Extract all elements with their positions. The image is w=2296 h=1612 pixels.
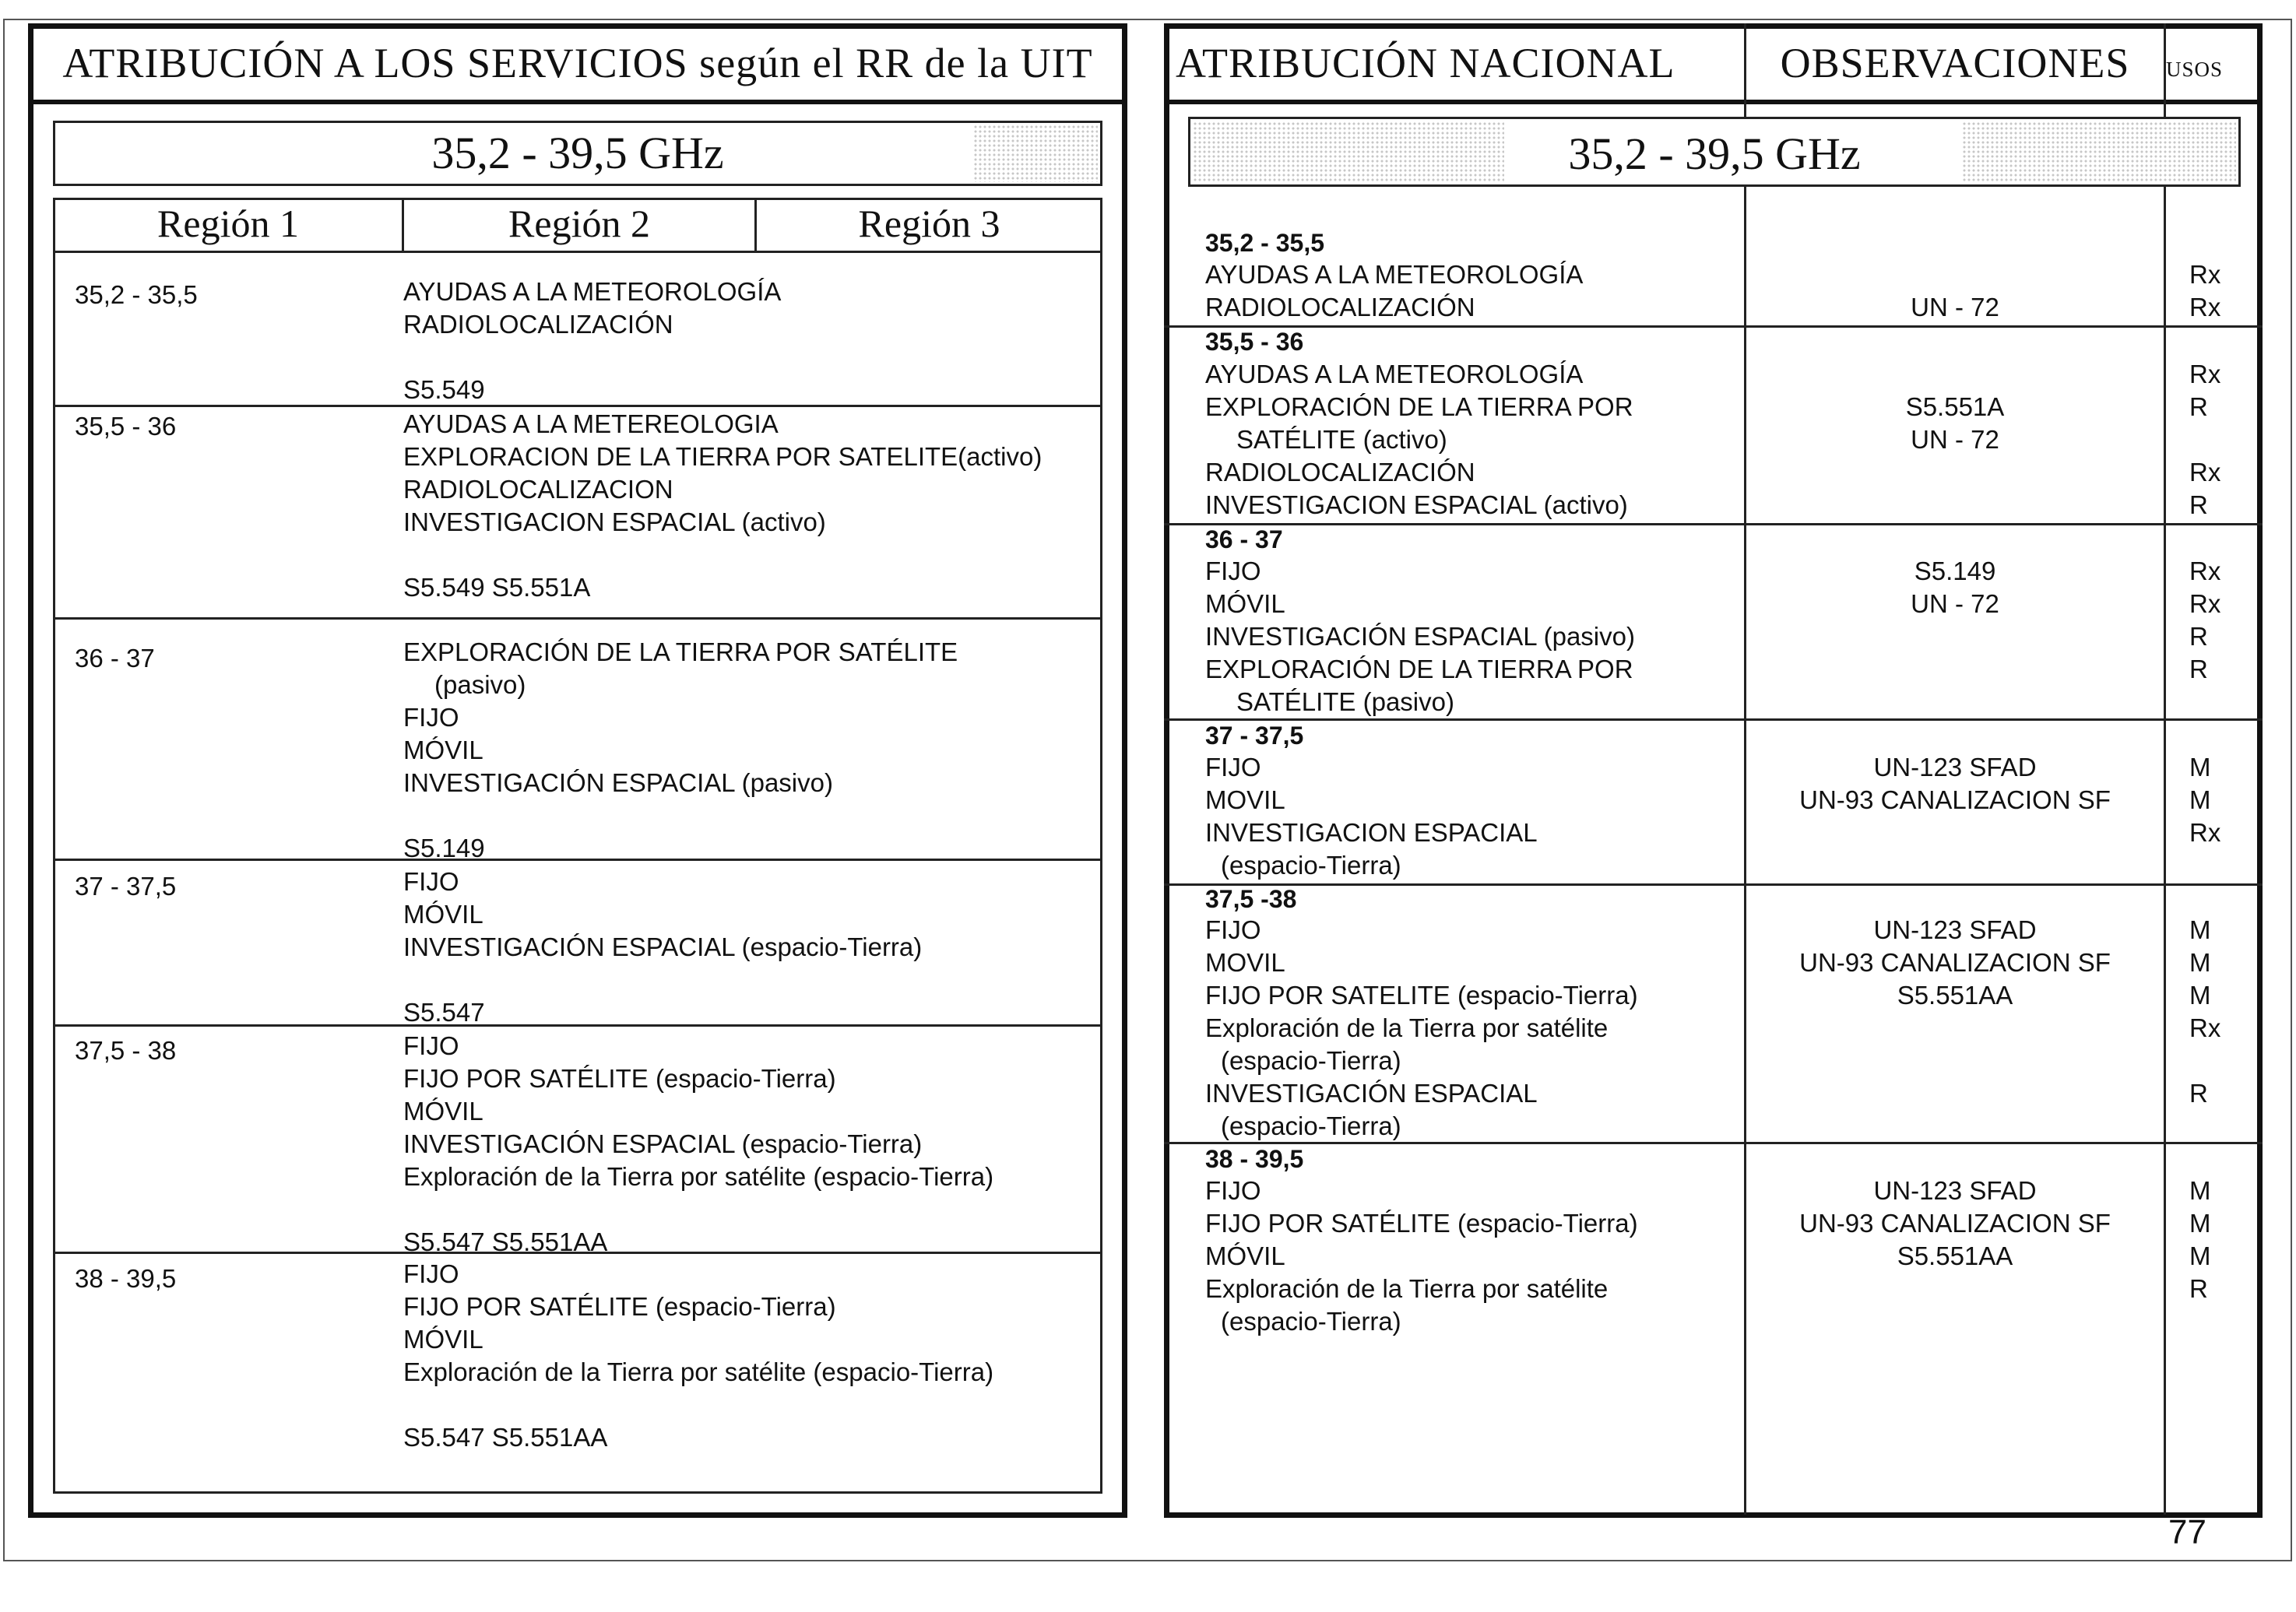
right-row-range: 37 - 37,5 [1205, 722, 1304, 750]
right-row-range: 37,5 -38 [1205, 885, 1297, 913]
right-row-observations: UN-123 SFAD UN-93 CANALIZACION SF S5.551AA [1799, 915, 2111, 1010]
right-row-usos: Rx Rx R R [2189, 557, 2221, 683]
left-row-range: 37 - 37,5 [75, 872, 177, 901]
right-band-title: 35,2 - 39,5 GHz [1568, 128, 1861, 179]
left-row-range: 38 - 39,5 [75, 1264, 177, 1293]
right-row-range: 35,5 - 36 [1205, 328, 1304, 356]
region-1-header: Región 1 [157, 202, 299, 245]
right-row-usos: M M M Rx R [2189, 915, 2221, 1108]
region-2-header: Región 2 [508, 202, 650, 245]
left-row-range: 35,2 - 35,5 [75, 280, 198, 309]
region-3-header: Región 3 [858, 202, 1000, 245]
right-row-observations: UN - 72 [1911, 293, 1999, 321]
usos-header: usos [2166, 51, 2224, 83]
right-row-usos: Rx Rx [2189, 260, 2221, 321]
left-row-services: FIJO FIJO POR SATÉLITE (espacio-Tierra) MÓVIL INVESTIGACIÓN ESPACIAL (espacio-Tierra) Exploración de la Tierra por satélite (espacio-Tierra) S5.547 S5.551AA [403, 1031, 994, 1256]
right-row-observations: S5.551A UN - 72 [1905, 392, 2005, 454]
left-row-range: 35,5 - 36 [75, 412, 177, 441]
right-row-services: FIJO MOVIL INVESTIGACION ESPACIAL (espacio-Tierra) [1205, 753, 1538, 880]
right-row-observations: UN-123 SFAD UN-93 CANALIZACION SF S5.551AA [1799, 1176, 2111, 1270]
page-number: 77 [2168, 1513, 2206, 1551]
left-row-services: AYUDAS A LA METEOROLOGÍA RADIOLOCALIZACIÓN S5.549 [403, 277, 782, 404]
left-row-services: FIJO FIJO POR SATÉLITE (espacio-Tierra) MÓVIL Exploración de la Tierra por satélite (espacio-Tierra) S5.547 S5.551AA [403, 1259, 994, 1452]
right-row-usos: M M M R [2189, 1176, 2211, 1303]
right-row-services: FIJO FIJO POR SATÉLITE (espacio-Tierra) MÓVIL Exploración de la Tierra por satélite (espacio-Tierra) [1205, 1176, 1638, 1336]
right-row-services: AYUDAS A LA METEOROLOGÍA EXPLORACIÓN DE LA TIERRA POR SATÉLITE (activo) RADIOLOCALIZACIÓN INVESTIGACION ESPACIAL (activo) [1205, 360, 1633, 519]
right-row-services: FIJO MÓVIL INVESTIGACIÓN ESPACIAL (pasivo) EXPLORACIÓN DE LA TIERRA POR SATÉLITE (pasivo) [1205, 557, 1635, 716]
right-row-usos: M M Rx [2189, 753, 2221, 847]
left-row-services: FIJO MÓVIL INVESTIGACIÓN ESPACIAL (espacio-Tierra) S5.547 [403, 867, 923, 1027]
right-row-range: 35,2 - 35,5 [1205, 229, 1324, 257]
right-row-services: AYUDAS A LA METEOROLOGÍA RADIOLOCALIZACIÓN [1205, 260, 1584, 321]
right-row-range: 36 - 37 [1205, 525, 1283, 553]
itu-allocation-header: ATRIBUCIÓN A LOS SERVICIOS según el RR de la UIT [62, 40, 1093, 86]
right-row-usos: Rx R Rx R [2189, 360, 2221, 519]
observaciones-header: OBSERVACIONES [1780, 40, 2130, 86]
right-row-range: 38 - 39,5 [1205, 1145, 1304, 1173]
left-row-services: EXPLORACIÓN DE LA TIERRA POR SATÉLITE (pasivo) FIJO MÓVIL INVESTIGACIÓN ESPACIAL (pasivo) S5.149 [403, 637, 958, 862]
left-band-title: 35,2 - 39,5 GHz [431, 128, 724, 178]
right-row-observations: UN-123 SFAD UN-93 CANALIZACION SF [1799, 753, 2111, 814]
left-row-range: 37,5 - 38 [75, 1036, 177, 1065]
right-row-observations: S5.149 UN - 72 [1911, 557, 1999, 618]
left-row-range: 36 - 37 [75, 644, 155, 673]
left-row-services: AYUDAS A LA METEREOLOGIA EXPLORACION DE LA TIERRA POR SATELITE(activo) RADIOLOCALIZACION INVESTIGACION ESPACIAL (activo) S5.549 S5.551A [403, 409, 1043, 602]
right-row-services: FIJO MOVIL FIJO POR SATELITE (espacio-Tierra) Exploración de la Tierra por satélite (espacio-Tierra) INVESTIGACIÓN ESPACIAL (espacio-Tierra) [1205, 915, 1638, 1140]
national-allocation-header: ATRIBUCIÓN NACIONAL [1176, 40, 1675, 86]
